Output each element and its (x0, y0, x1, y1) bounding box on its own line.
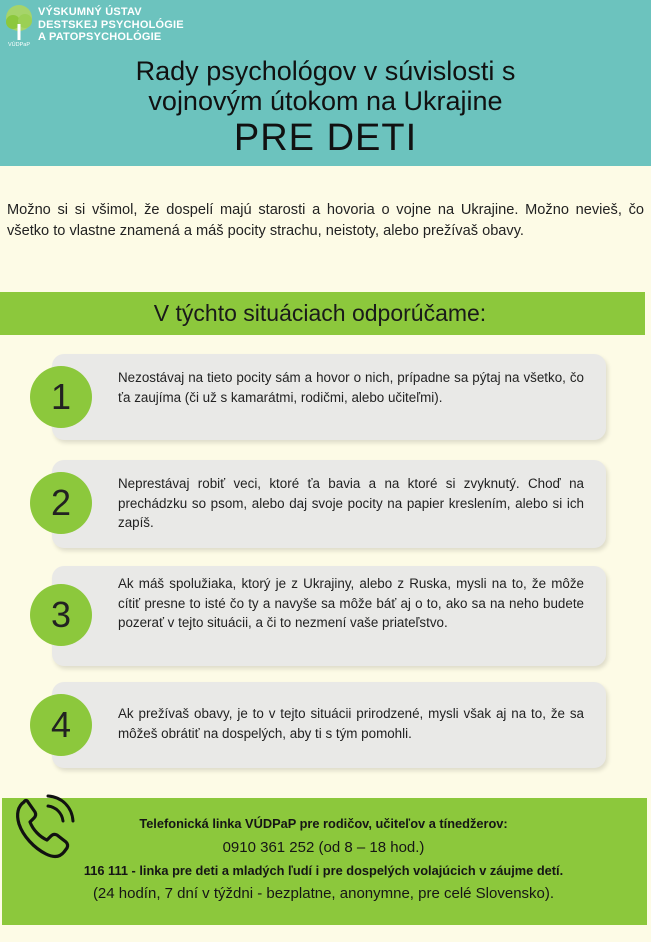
tip-number: 3 (50, 594, 72, 635)
intro-paragraph: Možno si si všimol, že dospelí majú starosti a hovoria o vojne na Ukrajine. Možno nevieš, čo všetko to vlastne znamená a máš pocity strachu, neistoty, alebo prežívaš obavy. (7, 202, 644, 239)
tip-card-2 (52, 460, 606, 548)
tip-number-badge (30, 694, 92, 756)
title-line-1: Rady psychológov v súvislosti s (135, 56, 516, 86)
child-helpline-details: (24 hodín, 7 dní v týždni - bezplatne, anonymne, pre celé Slovensko). (92, 885, 555, 902)
org-line: VÝSKUMNÝ ÚSTAV (38, 6, 142, 18)
tip-text: Ak máš spolužiaka, ktorý je z Ukrajiny, alebo z Ruska, mysli na to, že môže cítiť presne to isté čo ty a navyše sa môže báť aj o to, ako sa na neho budete pozerať v tejto situácii, a či to nezmení vaše priateľstvo. (118, 576, 584, 630)
tip-card-3 (52, 566, 606, 666)
logo-text: VÚDPaP (7, 42, 31, 48)
tip-card-4 (52, 682, 606, 768)
tip-text: Ak prežívaš obavy, je to v tejto situácii prirodzené, mysli však aj na to, že sa môžeš obrátiť na dospelých, aby ti s tým pomohli. (118, 706, 584, 741)
child-helpline: 116 111 - linka pre deti a mladých ľudí i pre dospelých volajúcich v záujme detí. (83, 863, 564, 878)
title-line-2: vojnovým útokom na Ukrajine (148, 86, 503, 116)
tip-number: 1 (50, 376, 72, 417)
org-line: A PATOPSYCHOLÓGIE (38, 31, 162, 43)
tip-text: Neprestávaj robiť veci, ktoré ťa bavia a na ktoré si zvyknutý. Choď na prechádzku so psom, alebo daj svoje pocity na papier kreslením, alebo si ich zapíš. (118, 476, 584, 530)
tip-number: 2 (50, 482, 72, 523)
tip-number-badge (30, 472, 92, 534)
tip-text: Nezostávaj na tieto pocity sám a hovor o nich, prípadne sa pýtaj na všetko, čo ťa zaujíma (či už s kamarátmi, rodičmi, alebo učiteľmi). (118, 370, 584, 405)
helpline-number: 0910 361 252 (od 8 – 18 hod.) (222, 839, 425, 856)
organization-name (38, 6, 184, 44)
tree-logo-icon (4, 4, 34, 48)
tip-number-badge (30, 584, 92, 646)
title-audience: PRE DETI (233, 117, 418, 159)
tip-number: 4 (50, 704, 72, 745)
org-line: DESTSKEJ PSYCHOLÓGIE (38, 18, 184, 31)
page-title (0, 56, 651, 116)
recommendations-heading: V týchto situáciach odporúčame: (153, 300, 487, 326)
tip-card-1 (52, 354, 606, 440)
tip-number-badge (30, 366, 92, 428)
helpline-title: Telefonická linka VÚDPaP pre rodičov, učiteľov a tínedžerov: (139, 816, 508, 831)
